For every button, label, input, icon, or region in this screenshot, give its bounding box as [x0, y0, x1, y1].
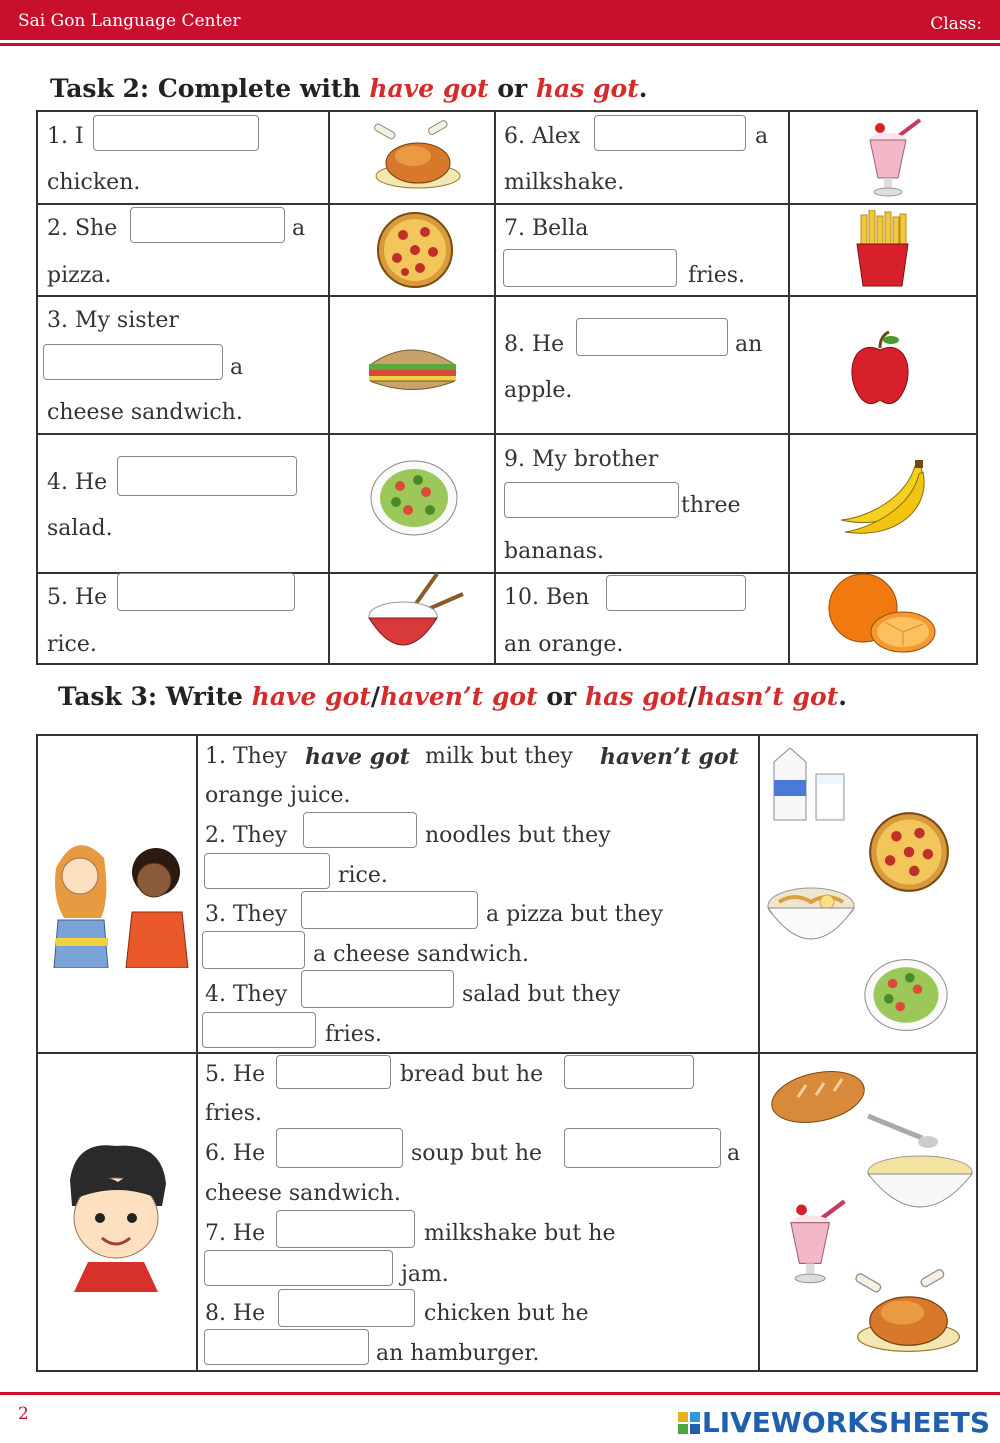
t2-item10-end: an orange.: [504, 632, 624, 657]
t2-item3-start: 3. My sister: [47, 308, 179, 333]
t3-item2-end: rice.: [338, 863, 388, 888]
salad-image-task3: [862, 955, 950, 1035]
t3-item5-end: fries.: [205, 1101, 262, 1126]
chicken-image: [368, 118, 463, 193]
two-girls-image: [46, 828, 191, 968]
center-name: Sai Gon Language Center: [18, 11, 241, 31]
chicken-image-task3: [848, 1262, 963, 1362]
t3-answer-6b[interactable]: [564, 1128, 721, 1168]
t3-answer-5b[interactable]: [564, 1055, 694, 1089]
t3-item1-end: orange juice.: [205, 783, 351, 808]
t3-answer-7b[interactable]: [204, 1250, 393, 1286]
t3-item2-start: 2. They: [205, 823, 288, 848]
t2-item3-mid: a: [230, 355, 244, 380]
t2-item2-mid: a: [292, 216, 306, 241]
t2-answer-7[interactable]: [503, 249, 677, 287]
t3-answer-3b[interactable]: [202, 931, 305, 969]
footer-divider: [0, 1392, 1000, 1395]
brand-name: LIVEWORKSHEETS: [701, 1406, 990, 1439]
task2-title-text: Task 2: Complete with: [50, 74, 361, 103]
t3-item6-end: cheese sandwich.: [205, 1181, 401, 1206]
t3-item1-example-2: haven’t got: [600, 744, 739, 770]
t3-item1-mid: milk but they: [425, 744, 573, 769]
pizza-image: [375, 210, 455, 290]
t3-item8-end: an hamburger.: [376, 1341, 540, 1366]
t3-item4-mid: salad but they: [462, 982, 621, 1007]
task3-option-have-got: have got: [251, 682, 371, 711]
task3-or: or: [546, 682, 577, 711]
t2-answer-2[interactable]: [130, 207, 285, 243]
task2-option-has-got: has got: [535, 74, 639, 103]
t3-item8-start: 8. He: [205, 1301, 266, 1326]
page-header: [0, 0, 1000, 40]
t3-item1-example-1: have got: [305, 744, 410, 770]
t3-answer-7a[interactable]: [276, 1210, 415, 1248]
task3-slash-1: /: [370, 682, 380, 711]
t2-item1-end: chicken.: [47, 170, 141, 195]
t2-item10-start: 10. Ben: [504, 585, 590, 610]
task3-title: [58, 682, 847, 711]
noodles-image: [765, 880, 857, 950]
t3-answer-2b[interactable]: [204, 853, 330, 889]
task2-title: [50, 74, 647, 103]
t2-item2-start: 2. She: [47, 216, 118, 241]
t3-item8-mid: chicken but he: [424, 1301, 589, 1326]
boy-image: [58, 1140, 176, 1292]
task3-title-text: Task 3: Write: [58, 682, 243, 711]
t2-item5-end: rice.: [47, 632, 97, 657]
t3-answer-8a[interactable]: [278, 1289, 415, 1327]
apple-image: [845, 330, 915, 410]
t2-item6-start: 6. Alex: [504, 124, 581, 149]
milk-juice-image: [770, 744, 850, 824]
salad-image: [368, 458, 460, 538]
t2-item6-end: milkshake.: [504, 170, 625, 195]
milkshake-image: [858, 118, 928, 198]
t2-item4-start: 4. He: [47, 470, 108, 495]
t3-answer-4b[interactable]: [202, 1012, 316, 1048]
task3-option-has-got: has got: [584, 682, 688, 711]
banana-image: [835, 460, 935, 540]
t2-answer-5[interactable]: [117, 573, 295, 611]
t2-item8-mid: an: [735, 332, 763, 357]
t3-item3-start: 3. They: [205, 902, 288, 927]
page-number: 2: [18, 1404, 29, 1424]
t3-answer-6a[interactable]: [276, 1128, 403, 1168]
t3-item4-end: fries.: [325, 1022, 382, 1047]
t3-item7-start: 7. He: [205, 1221, 266, 1246]
t2-answer-9[interactable]: [504, 482, 679, 518]
pizza-image-task3: [866, 810, 952, 894]
header-divider: [0, 43, 1000, 46]
t2-answer-8[interactable]: [576, 318, 728, 356]
task2-option-have-got: have got: [369, 74, 489, 103]
t2-item5-start: 5. He: [47, 585, 108, 610]
t3-item2-mid: noodles but they: [425, 823, 611, 848]
fries-image: [855, 210, 910, 288]
orange-image: [825, 570, 937, 656]
t2-item7-end: fries.: [688, 263, 745, 288]
liveworksheets-logo[interactable]: [678, 1406, 990, 1439]
t3-item6-mid2: a: [727, 1141, 741, 1166]
task3-end: .: [838, 682, 847, 711]
t3-item3-mid: a pizza but they: [486, 902, 664, 927]
t3-item1-start: 1. They: [205, 744, 288, 769]
t3-item5-start: 5. He: [205, 1062, 266, 1087]
t2-answer-10[interactable]: [606, 575, 746, 611]
t3-item7-end: jam.: [401, 1262, 449, 1287]
t3-answer-8b[interactable]: [204, 1329, 369, 1365]
t3-answer-5a[interactable]: [276, 1055, 391, 1089]
t3-answer-2a[interactable]: [303, 812, 417, 848]
t2-item3-end: cheese sandwich.: [47, 400, 243, 425]
soup-image: [862, 1110, 977, 1220]
t3-answer-3a[interactable]: [301, 891, 478, 929]
t2-answer-3[interactable]: [43, 344, 223, 380]
t3-item6-mid: soup but he: [411, 1141, 543, 1166]
t2-item9-mid: three: [681, 493, 741, 518]
t2-item9-start: 9. My brother: [504, 447, 659, 472]
rice-bowl-image: [365, 572, 465, 657]
t2-item1-start: 1. I: [47, 124, 84, 149]
task3-option-havent-got: haven’t got: [380, 682, 538, 711]
task3-slash-2: /: [687, 682, 697, 711]
sandwich-image: [365, 340, 460, 395]
t2-item9-end: bananas.: [504, 539, 605, 564]
t3-item5-mid: bread but he: [400, 1062, 544, 1087]
milkshake-image-task3: [778, 1188, 853, 1296]
t2-item2-end: pizza.: [47, 263, 112, 288]
liveworksheets-logo-icon: [678, 1412, 700, 1434]
t3-item6-start: 6. He: [205, 1141, 266, 1166]
t2-answer-6[interactable]: [594, 115, 746, 151]
task2-or: or: [497, 74, 528, 103]
t2-answer-4[interactable]: [117, 456, 297, 496]
bread-image: [768, 1065, 868, 1127]
t2-item6-mid: a: [755, 124, 769, 149]
t3-answer-4a[interactable]: [301, 970, 454, 1008]
t2-answer-1[interactable]: [93, 115, 259, 151]
t3-item7-mid: milkshake but he: [424, 1221, 616, 1246]
t2-item8-end: apple.: [504, 378, 573, 403]
t3-item3-end: a cheese sandwich.: [313, 942, 529, 967]
t2-item8-start: 8. He: [504, 332, 565, 357]
task2-end: .: [638, 74, 648, 103]
t2-item4-end: salad.: [47, 516, 113, 541]
t2-item7-start: 7. Bella: [504, 216, 589, 241]
class-label: Class:: [930, 14, 982, 34]
task3-option-hasnt-got: hasn’t got: [696, 682, 839, 711]
t3-item4-start: 4. They: [205, 982, 288, 1007]
